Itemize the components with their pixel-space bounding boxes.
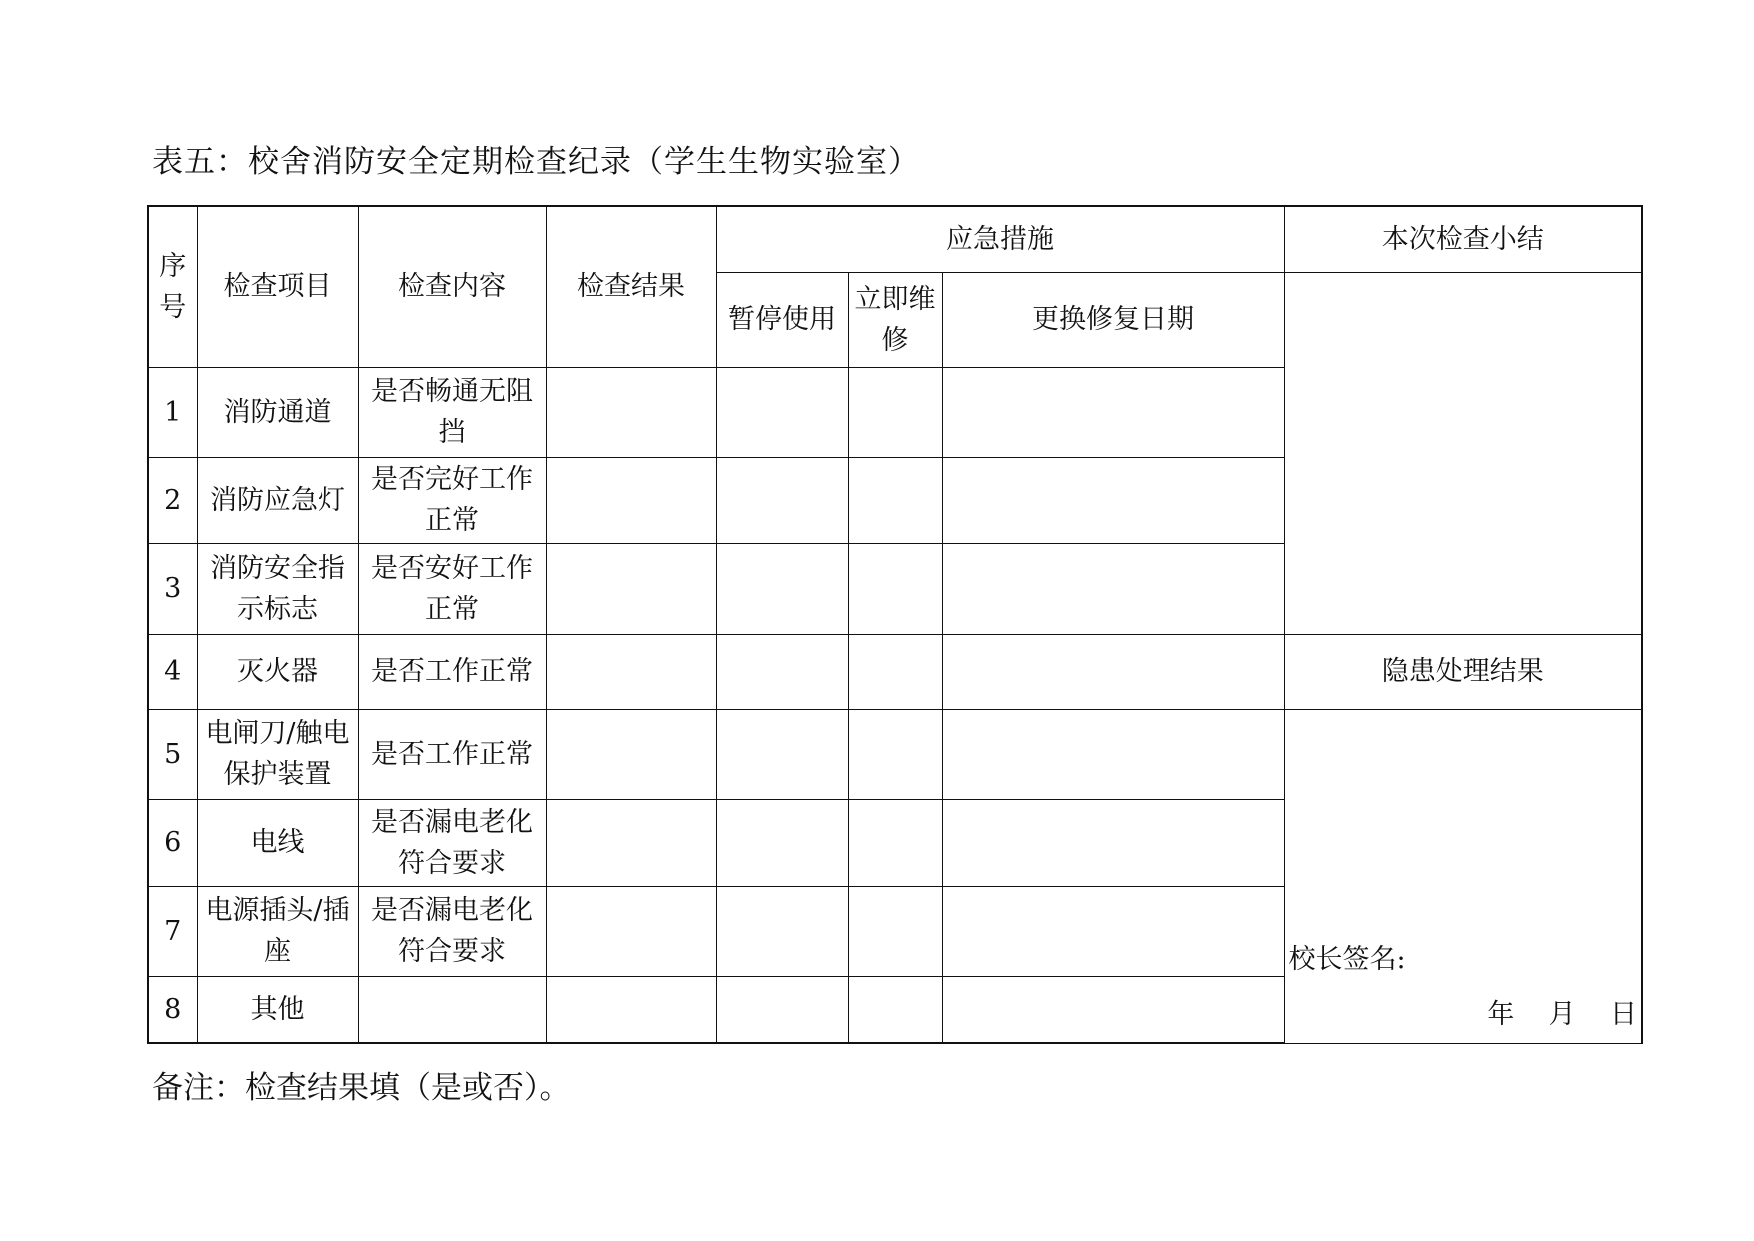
row-date-field[interactable]: [942, 634, 1284, 709]
row-result-field[interactable]: [546, 634, 716, 709]
row-date-field[interactable]: [942, 799, 1284, 886]
row-item: 电源插头/插座: [197, 886, 358, 976]
header-pause: 暂停使用: [716, 272, 848, 367]
row-content: 是否漏电老化符合要求: [358, 799, 546, 886]
row-result-field[interactable]: [546, 886, 716, 976]
row-repair-field[interactable]: [848, 886, 942, 976]
row-repair-field[interactable]: [848, 976, 942, 1043]
row-item: 其他: [197, 976, 358, 1043]
document-title: 表五：校舍消防安全定期检查纪录（学生生物实验室）: [152, 144, 920, 180]
row-pause-field[interactable]: [716, 799, 848, 886]
row-seq: 8: [148, 976, 197, 1043]
row-content: 是否工作正常: [358, 634, 546, 709]
header-emergency: 应急措施: [716, 206, 1284, 272]
row-pause-field[interactable]: [716, 367, 848, 457]
row-pause-field[interactable]: [716, 634, 848, 709]
row-seq: 5: [148, 709, 197, 799]
row-item: 灭火器: [197, 634, 358, 709]
row-item: 消防安全指示标志: [197, 543, 358, 634]
row-seq: 6: [148, 799, 197, 886]
row-result-field[interactable]: [546, 976, 716, 1043]
row-seq: 3: [148, 543, 197, 634]
signature-date: 年 月 日: [1487, 998, 1637, 1030]
row-seq: 4: [148, 634, 197, 709]
row-result-field[interactable]: [546, 709, 716, 799]
header-summary: 本次检查小结: [1284, 206, 1642, 272]
row-repair-field[interactable]: [848, 634, 942, 709]
row-date-field[interactable]: [942, 976, 1284, 1043]
row-pause-field[interactable]: [716, 976, 848, 1043]
row-item: 电线: [197, 799, 358, 886]
inspection-table: [147, 205, 1643, 1044]
row-pause-field[interactable]: [716, 457, 848, 543]
row-item: 消防通道: [197, 367, 358, 457]
row-repair-field[interactable]: [848, 367, 942, 457]
row-date-field[interactable]: [942, 709, 1284, 799]
row-content: [358, 976, 546, 1043]
row-seq: 7: [148, 886, 197, 976]
row-result-field[interactable]: [546, 543, 716, 634]
header-content: 检查内容: [358, 206, 546, 367]
row-pause-field[interactable]: [716, 886, 848, 976]
row-result-field[interactable]: [546, 367, 716, 457]
summary-field[interactable]: [1284, 272, 1642, 634]
row-item: 电闸刀/触电保护装置: [197, 709, 358, 799]
row-content: 是否工作正常: [358, 709, 546, 799]
row-date-field[interactable]: [942, 886, 1284, 976]
hazard-result-heading: 隐患处理结果: [1284, 634, 1642, 709]
principal-signature-label: 校长签名:: [1288, 943, 1406, 975]
row-result-field[interactable]: [546, 457, 716, 543]
row-repair-field[interactable]: [848, 543, 942, 634]
row-item: 消防应急灯: [197, 457, 358, 543]
hazard-result-field[interactable]: [1284, 709, 1642, 1043]
header-result: 检查结果: [546, 206, 716, 367]
row-content: 是否畅通无阻挡: [358, 367, 546, 457]
row-content: 是否完好工作正常: [358, 457, 546, 543]
row-pause-field[interactable]: [716, 543, 848, 634]
row-date-field[interactable]: [942, 457, 1284, 543]
row-content: 是否漏电老化符合要求: [358, 886, 546, 976]
row-pause-field[interactable]: [716, 709, 848, 799]
row-seq: 1: [148, 367, 197, 457]
row-date-field[interactable]: [942, 543, 1284, 634]
row-repair-field[interactable]: [848, 709, 942, 799]
header-repair: 立即维修: [848, 272, 942, 367]
header-item: 检查项目: [197, 206, 358, 367]
header-seq: 序号: [148, 206, 197, 367]
row-date-field[interactable]: [942, 367, 1284, 457]
row-seq: 2: [148, 457, 197, 543]
row-result-field[interactable]: [546, 799, 716, 886]
header-date: 更换修复日期: [942, 272, 1284, 367]
row-content: 是否安好工作正常: [358, 543, 546, 634]
row-repair-field[interactable]: [848, 457, 942, 543]
row-repair-field[interactable]: [848, 799, 942, 886]
footnote: 备注：检查结果填（是或否）。: [152, 1070, 571, 1106]
